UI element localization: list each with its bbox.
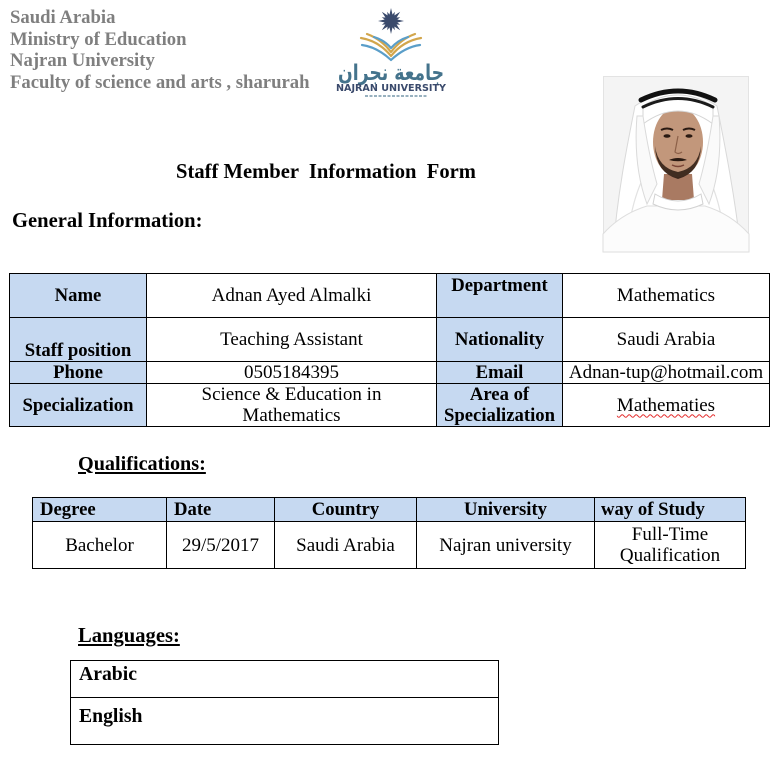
university-logo xyxy=(334,6,448,98)
name-value: Adnan Ayed Almalki xyxy=(147,274,437,318)
general-row-contact xyxy=(10,362,770,384)
general-row-name xyxy=(10,274,770,318)
specialization-value-line: Science & Education in xyxy=(201,384,382,405)
department-value: Mathematics xyxy=(563,274,770,318)
column-header-country: Country xyxy=(275,498,417,522)
country-cell: Saudi Arabia xyxy=(275,522,417,569)
institution-header xyxy=(10,7,310,94)
language-arabic: Arabic xyxy=(71,661,499,698)
phone-label: Phone xyxy=(10,362,147,384)
qualifications-header-row xyxy=(33,498,746,522)
ministry-line: Ministry of Education xyxy=(10,28,187,50)
languages-table xyxy=(70,660,499,745)
logo-book-icon xyxy=(361,34,421,60)
specialization-value-line: Mathematics xyxy=(242,405,341,426)
column-header-university: University xyxy=(417,498,595,522)
phone-value: 0505184395 xyxy=(147,362,437,384)
qualifications-heading: Qualifications: xyxy=(78,453,206,475)
way-of-study-line: Full-Time xyxy=(631,524,709,545)
email-label: Email xyxy=(437,362,563,384)
nationality-value: Saudi Arabia xyxy=(563,318,770,362)
misspelled-word: Mathematies xyxy=(616,394,716,416)
list-item xyxy=(71,698,499,745)
languages-heading: Languages: xyxy=(78,625,180,647)
way-of-study-line: Qualification xyxy=(619,545,721,566)
column-header-degree: Degree xyxy=(33,498,167,522)
list-item xyxy=(71,661,499,698)
logo-arabic-name: جامعة نجران xyxy=(338,61,444,86)
country-line: Saudi Arabia xyxy=(10,7,116,28)
department-label: Department xyxy=(437,274,563,318)
staff-position-value: Teaching Assistant xyxy=(147,318,437,362)
university-line: Najran University xyxy=(10,50,155,72)
general-info-heading: General Information: xyxy=(12,210,203,232)
general-info-table xyxy=(9,273,770,427)
area-of-specialization-value xyxy=(563,384,770,427)
area-label-line: Specialization xyxy=(443,405,556,426)
nationality-label: Nationality xyxy=(437,318,563,362)
staff-position-label: Staff position xyxy=(10,318,147,362)
specialization-value xyxy=(147,384,437,427)
general-row-position xyxy=(10,318,770,362)
way-of-study-cell xyxy=(595,522,746,569)
form-title: Staff Member Information Form xyxy=(176,161,476,183)
qualifications-table xyxy=(32,497,746,569)
specialization-label: Specialization xyxy=(10,384,147,427)
email-value: Adnan-tup@hotmail.com xyxy=(563,362,770,384)
logo-english-name: NAJRAN UNIVERSITY xyxy=(336,83,447,94)
date-cell: 29/5/2017 xyxy=(167,522,275,569)
table-row xyxy=(33,522,746,569)
logo-star-icon xyxy=(378,8,404,34)
general-row-specialization xyxy=(10,384,770,427)
area-of-specialization-label xyxy=(437,384,563,427)
university-cell: Najran university xyxy=(417,522,595,569)
column-header-way-of-study: way of Study xyxy=(595,498,746,522)
name-label: Name xyxy=(10,274,147,318)
degree-cell: Bachelor xyxy=(33,522,167,569)
language-english: English xyxy=(71,698,499,745)
faculty-line: Faculty of science and arts , sharurah xyxy=(10,72,310,94)
area-label-line: Area of xyxy=(469,384,530,405)
column-header-date: Date xyxy=(167,498,275,522)
